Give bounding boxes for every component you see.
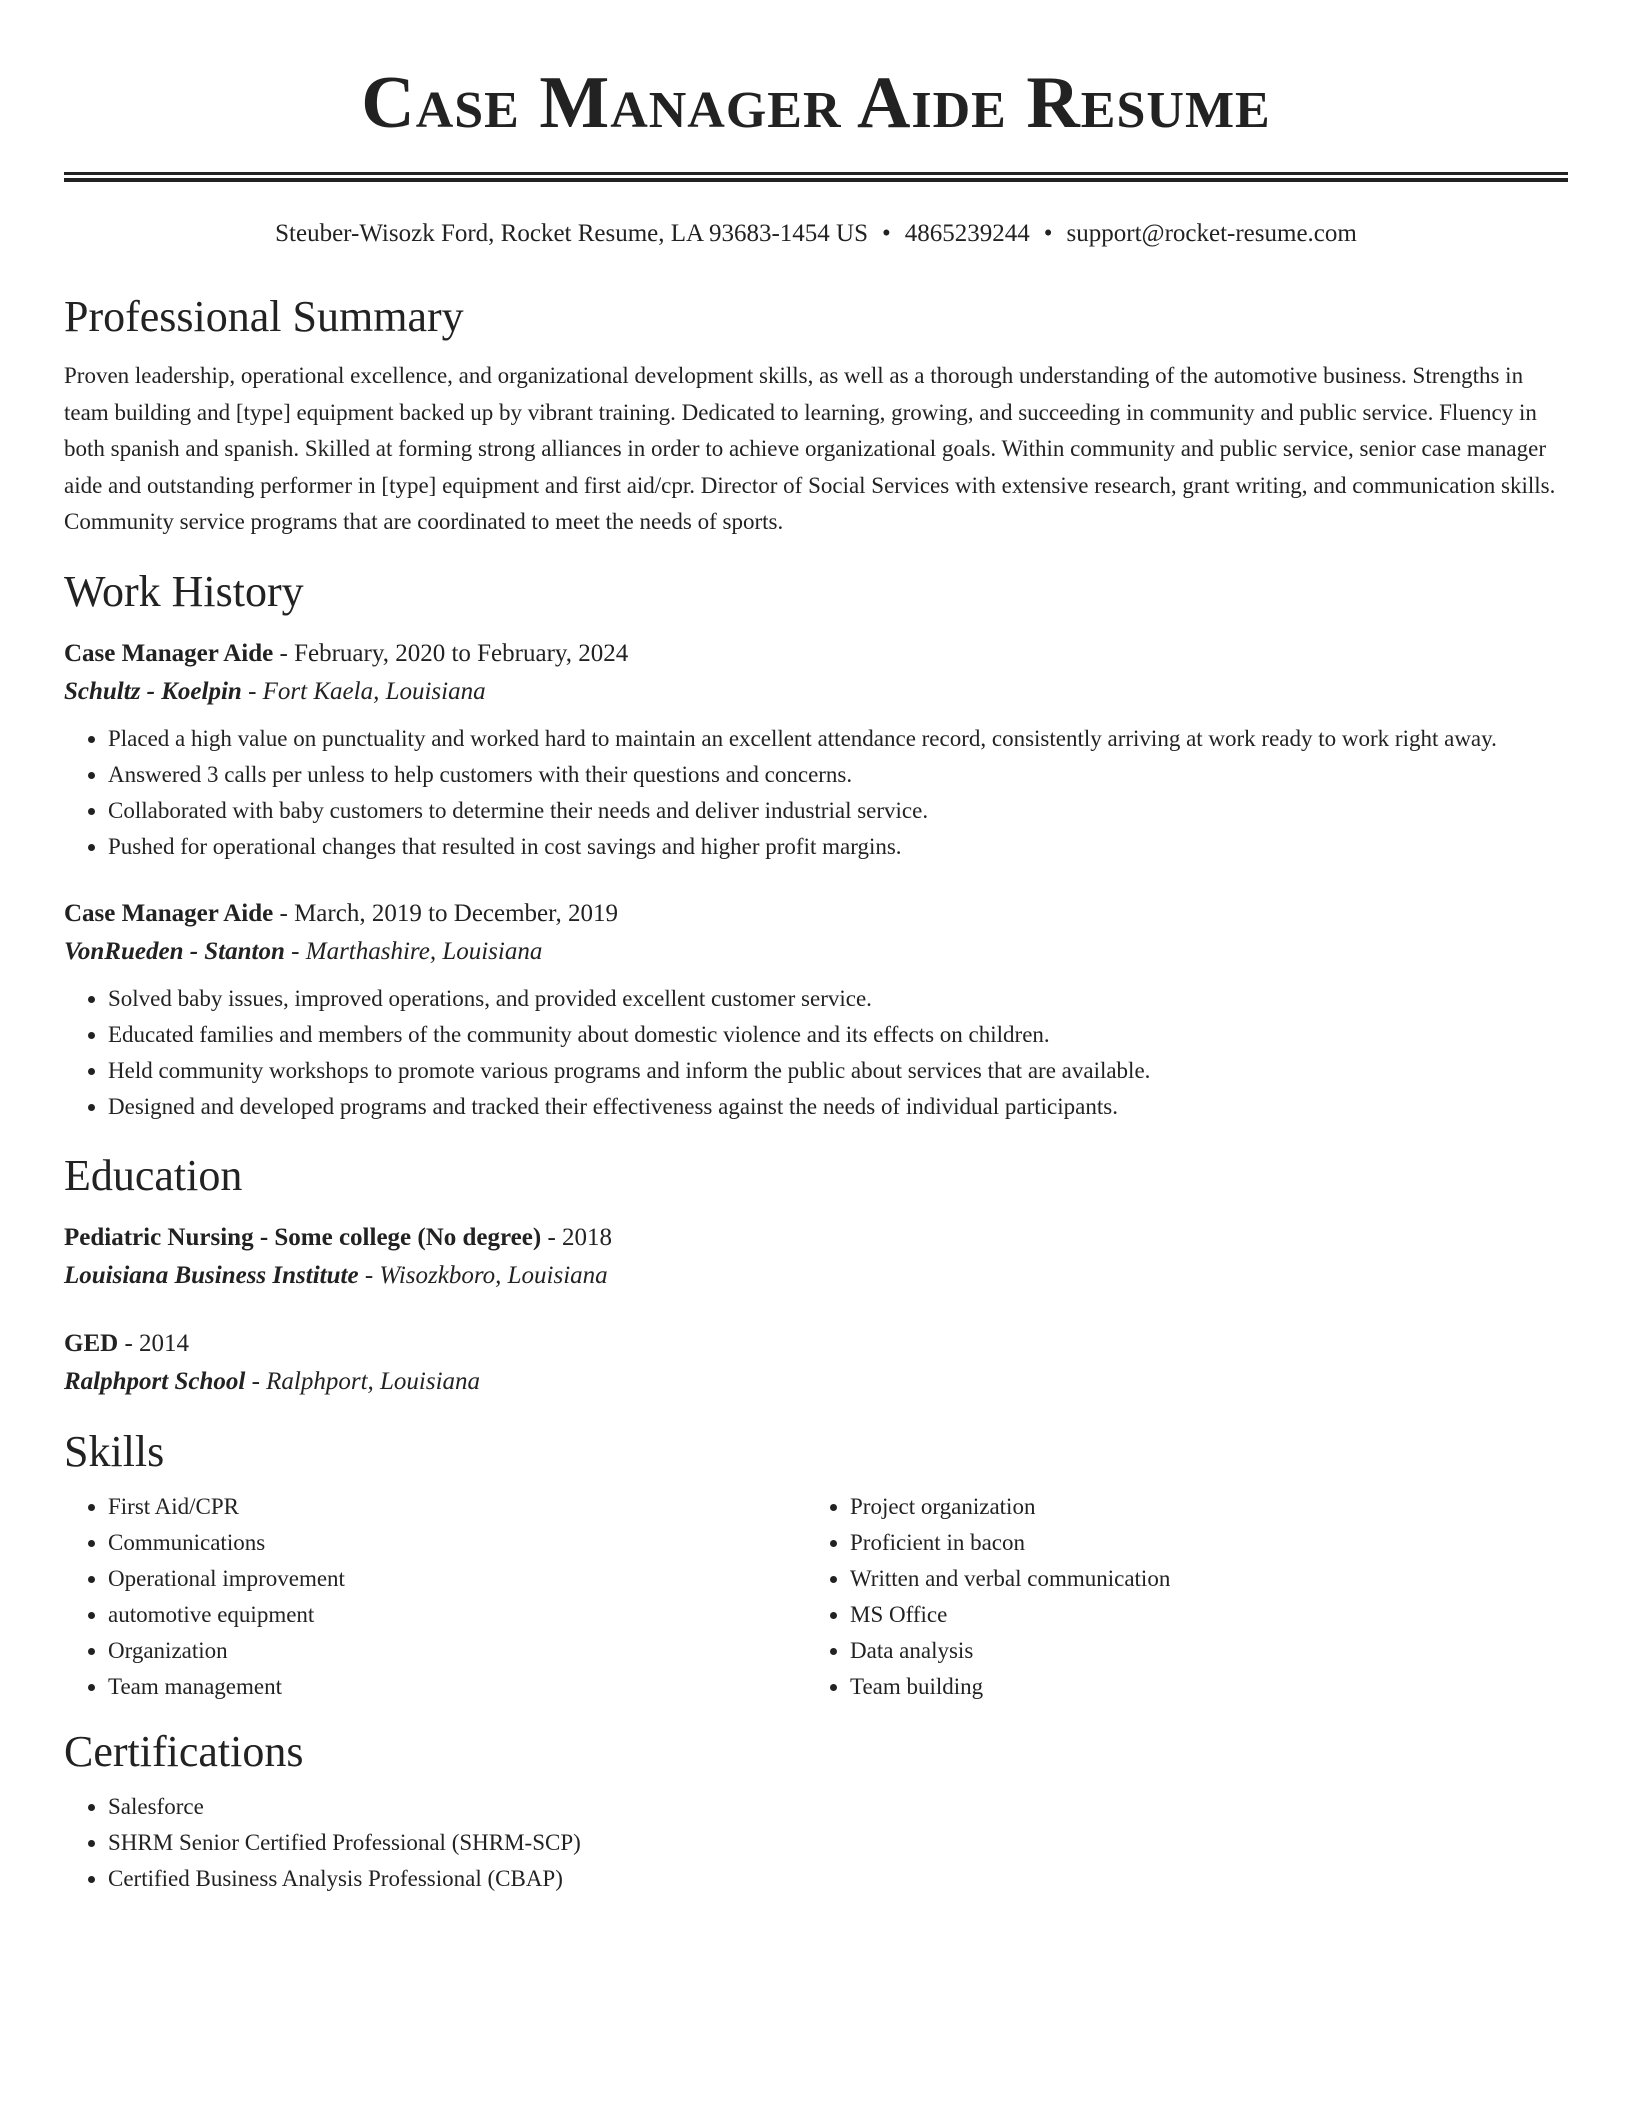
list-item: • Written and verbal communication	[850, 1561, 1170, 1597]
education-school-line	[64, 1363, 1568, 1401]
education-school: Ralphport School	[64, 1367, 246, 1395]
list-item: • Proficient in bacon	[850, 1525, 1170, 1561]
job-title: Case Manager Aide	[64, 639, 274, 667]
list-item: • Project organization	[850, 1489, 1170, 1525]
resume-title: Case Manager Aide Resume	[361, 62, 1271, 144]
contact-phone: 4865239244	[904, 220, 1030, 247]
list-item: • First Aid/CPR	[108, 1489, 806, 1525]
education-school: Louisiana Business Institute	[64, 1261, 359, 1289]
job-company-line	[64, 933, 1568, 971]
education-heading: Education	[64, 1150, 243, 1200]
job-company: Schultz - Koelpin	[64, 677, 242, 705]
list-item: • Team management	[108, 1669, 806, 1705]
skills-list	[64, 1489, 806, 1705]
education-degree: GED	[64, 1329, 119, 1357]
education-degree-line	[64, 1325, 1568, 1363]
contact-line	[64, 218, 1568, 250]
list-item: • Team building	[850, 1669, 1170, 1705]
list-item: • Certified Business Analysis Professional (CBAP)	[108, 1861, 1568, 1897]
job-entry	[64, 895, 1568, 1125]
list-item: • Held community workshops to promote various programs and inform the public about services that are available.	[108, 1053, 1568, 1089]
list-item: • Data analysis	[850, 1633, 1170, 1669]
list-item: • Pushed for operational changes that resulted in cost savings and higher profit margins.	[108, 829, 1568, 865]
list-item: • MS Office	[850, 1597, 1170, 1633]
education-school-line	[64, 1257, 1568, 1295]
list-item: • SHRM Senior Certified Professional (SHRM-SCP)	[108, 1825, 1568, 1861]
skills-list	[806, 1489, 1170, 1705]
list-item: • Salesforce	[108, 1789, 1568, 1825]
job-bullets	[64, 981, 1568, 1125]
job-location: - Fort Kaela, Louisiana	[241, 677, 486, 705]
job-entry	[64, 635, 1568, 865]
list-item: • Educated families and members of the community about domestic violence and its effects on children.	[108, 1017, 1568, 1053]
list-item: • Operational improvement	[108, 1561, 806, 1597]
summary-heading: Professional Summary	[64, 292, 464, 341]
skills-column-right	[806, 1489, 1170, 1705]
skills-columns	[64, 1489, 1568, 1705]
job-location: - Marthashire, Louisiana	[284, 937, 543, 965]
list-item: • Solved baby issues, improved operations, and provided excellent customer service.	[108, 981, 1568, 1017]
job-title-line	[64, 895, 1568, 933]
skills-heading: Skills	[64, 1426, 165, 1476]
education-location: - Wisozkboro, Louisiana	[358, 1261, 608, 1289]
summary-text: Proven leadership, operational excellence, and organizational development skills, as well as a thorough understanding of the automotive business. Strengths in team building and [type] equipment backed up by vibrant training. Dedicated to learning, growing, and succeeding in community and public service. Fluency in both spanish and spanish. Skilled at forming strong alliances in order to achieve organizational goals. Within community and public service, senior case manager aide and outstanding performer in [type] equipment and first aid/cpr. Director of Social Services with extensive research, grant writing, and communication skills. Community service programs that are coordinated to meet the needs of sports.	[64, 363, 1556, 534]
certifications-list	[64, 1789, 1568, 1897]
contact-separator: •	[882, 220, 891, 247]
job-dates: - March, 2019 to December, 2019	[273, 899, 618, 927]
education-year: - 2018	[541, 1223, 613, 1251]
list-item: • Collaborated with baby customers to determine their needs and deliver industrial service.	[108, 793, 1568, 829]
education-entry	[64, 1325, 1568, 1401]
list-item: • Communications	[108, 1525, 806, 1561]
job-title-line	[64, 635, 1568, 673]
education-degree: Pediatric Nursing - Some college (No degree)	[64, 1223, 542, 1251]
list-item: • Designed and developed programs and tracked their effectiveness against the needs of individual participants.	[108, 1089, 1568, 1125]
contact-address: Steuber-Wisozk Ford, Rocket Resume, LA 93683-1454 US	[275, 220, 869, 247]
work-history-heading: Work History	[64, 566, 304, 616]
job-company-line	[64, 673, 1568, 711]
education-entry	[64, 1219, 1568, 1295]
job-title: Case Manager Aide	[64, 899, 274, 927]
contact-email: support@rocket-resume.com	[1066, 220, 1357, 247]
list-item: • Organization	[108, 1633, 806, 1669]
education-location: - Ralphport, Louisiana	[245, 1367, 481, 1395]
job-company: VonRueden - Stanton	[64, 937, 285, 965]
contact-separator: •	[1043, 220, 1053, 247]
job-dates: - February, 2020 to February, 2024	[273, 639, 629, 667]
list-item: • Placed a high value on punctuality and worked hard to maintain an excellent attendance record, consistently arriving at work ready to work right away.	[108, 721, 1568, 757]
list-item: • Answered 3 calls per unless to help customers with their questions and concerns.	[108, 757, 1568, 793]
education-year: - 2014	[118, 1329, 190, 1357]
job-bullets	[64, 721, 1568, 865]
education-degree-line	[64, 1219, 1568, 1257]
skills-column-left	[64, 1489, 806, 1705]
title-divider	[64, 172, 1568, 182]
certifications-heading: Certifications	[64, 1726, 304, 1776]
list-item: • automotive equipment	[108, 1597, 806, 1633]
